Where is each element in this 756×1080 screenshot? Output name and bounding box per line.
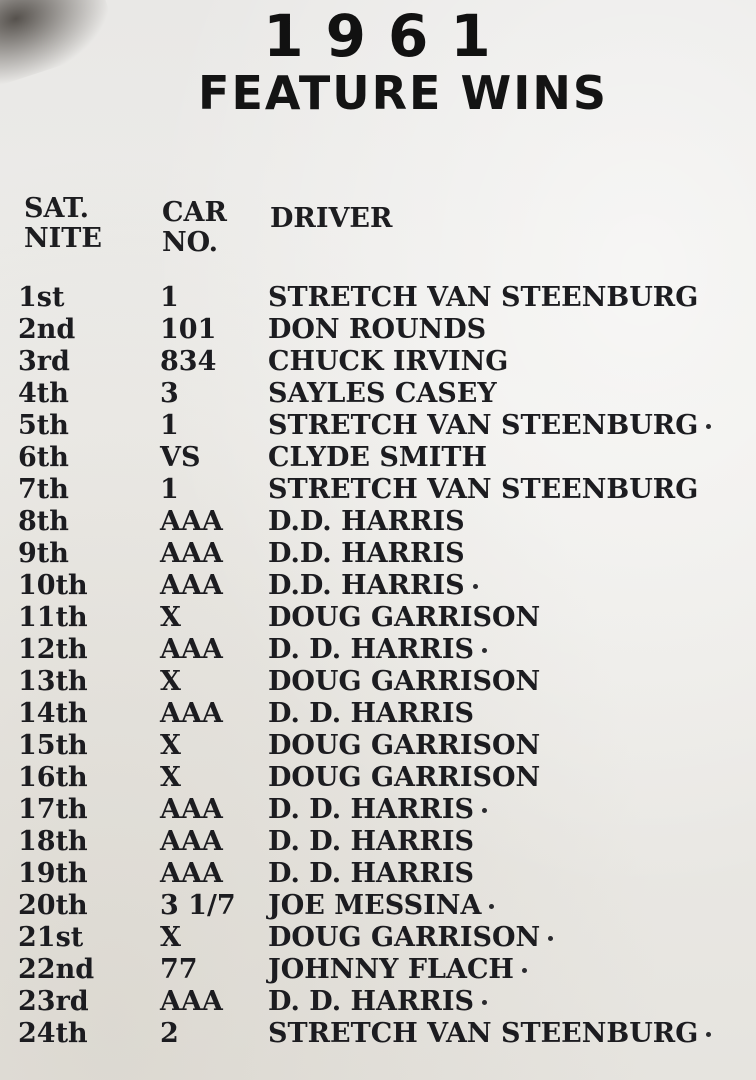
driver-cell	[268, 986, 487, 1018]
driver-cell	[268, 538, 465, 570]
table-row	[0, 474, 756, 506]
sat-nite-cell: 9th	[18, 538, 69, 569]
table-row	[0, 410, 756, 442]
car-number-cell: 101	[160, 314, 217, 345]
driver-cell	[268, 314, 486, 346]
sat-nite-cell: 11th	[18, 602, 88, 633]
car-number-cell: AAA	[160, 538, 223, 569]
driver-name: DOUG GARRISON	[268, 666, 541, 697]
car-number-cell: 3	[160, 378, 179, 409]
table-row	[0, 922, 756, 954]
sat-nite-cell: 21st	[18, 922, 84, 953]
driver-name: SAYLES CASEY	[268, 378, 497, 409]
driver-name: CHUCK IRVING	[268, 346, 509, 377]
car-number-cell: 2	[160, 1018, 179, 1049]
bullet-mark-icon	[706, 1032, 711, 1037]
car-number-cell: 1	[160, 410, 179, 441]
driver-cell	[268, 666, 540, 698]
car-number-cell: X	[160, 762, 181, 793]
driver-cell	[268, 282, 698, 314]
bullet-mark-icon	[482, 808, 487, 813]
table-row	[0, 282, 756, 314]
car-number-cell: X	[160, 602, 181, 633]
table-row	[0, 794, 756, 826]
car-number-cell: AAA	[160, 858, 223, 889]
driver-name: D. D. HARRIS	[268, 698, 474, 729]
driver-cell	[268, 378, 497, 410]
table-row	[0, 314, 756, 346]
column-header-sat-nite: SAT. NITE	[24, 193, 102, 254]
car-number-cell: AAA	[160, 826, 223, 857]
sat-nite-cell: 10th	[18, 570, 88, 601]
driver-name: DOUG GARRISON	[268, 762, 541, 793]
sat-nite-cell: 23rd	[18, 986, 89, 1017]
bullet-mark-icon	[706, 424, 711, 429]
sat-nite-cell: 24th	[18, 1018, 88, 1049]
table-row	[0, 378, 756, 410]
page-title-year: 1961	[263, 2, 513, 70]
car-number-cell: VS	[160, 442, 201, 473]
sat-nite-cell: 17th	[18, 794, 88, 825]
sat-nite-cell: 8th	[18, 506, 69, 537]
table-row	[0, 602, 756, 634]
driver-cell	[268, 474, 698, 506]
car-number-cell: X	[160, 666, 181, 697]
driver-cell	[268, 410, 711, 442]
driver-name: D. D. HARRIS	[268, 826, 474, 857]
driver-name: JOHNNY FLACH	[268, 954, 514, 985]
table-row	[0, 538, 756, 570]
driver-cell	[268, 826, 474, 858]
table-row	[0, 762, 756, 794]
bullet-mark-icon	[548, 936, 553, 941]
driver-name: STRETCH VAN STEENBURG	[268, 282, 699, 313]
sat-nite-cell: 22nd	[18, 954, 95, 985]
car-number-cell: AAA	[160, 634, 223, 665]
table-row	[0, 346, 756, 378]
bullet-mark-icon	[482, 1000, 487, 1005]
driver-name: D. D. HARRIS	[268, 986, 474, 1017]
driver-name: DOUG GARRISON	[268, 730, 541, 761]
car-number-cell: 77	[160, 954, 198, 985]
sat-nite-cell: 20th	[18, 890, 88, 921]
sat-nite-cell: 4th	[18, 378, 69, 409]
driver-name: STRETCH VAN STEENBURG	[268, 410, 699, 441]
driver-name: CLYDE SMITH	[268, 442, 488, 473]
driver-cell	[268, 794, 487, 826]
bullet-mark-icon	[482, 648, 487, 653]
driver-cell	[268, 954, 527, 986]
table-row	[0, 986, 756, 1018]
table-row	[0, 1018, 756, 1050]
car-number-cell: X	[160, 730, 181, 761]
driver-cell	[268, 442, 487, 474]
sat-nite-cell: 5th	[18, 410, 69, 441]
driver-name: D.D. HARRIS	[268, 506, 465, 537]
car-number-cell: AAA	[160, 794, 223, 825]
bullet-mark-icon	[489, 904, 494, 909]
table-row	[0, 634, 756, 666]
driver-cell	[268, 634, 487, 666]
driver-name: DOUG GARRISON	[268, 602, 541, 633]
table-row	[0, 698, 756, 730]
driver-cell	[268, 602, 540, 634]
column-header-car-no: CAR NO.	[162, 197, 227, 258]
driver-cell	[268, 858, 474, 890]
car-number-cell: AAA	[160, 986, 223, 1017]
driver-cell	[268, 346, 508, 378]
driver-name: DOUG GARRISON	[268, 922, 541, 953]
sat-nite-cell: 12th	[18, 634, 88, 665]
feature-wins-table	[0, 282, 756, 1072]
sat-nite-cell: 2nd	[18, 314, 76, 345]
table-row	[0, 954, 756, 986]
table-row	[0, 442, 756, 474]
table-row	[0, 666, 756, 698]
driver-name: STRETCH VAN STEENBURG	[268, 1018, 699, 1049]
column-header-driver: DRIVER	[270, 203, 393, 234]
car-number-cell: AAA	[160, 698, 223, 729]
driver-name: D. D. HARRIS	[268, 634, 474, 665]
driver-cell	[268, 730, 540, 762]
driver-cell	[268, 1018, 711, 1050]
car-number-cell: 1	[160, 474, 179, 505]
car-number-cell: AAA	[160, 570, 223, 601]
sat-nite-cell: 3rd	[18, 346, 70, 377]
car-number-cell: 1	[160, 282, 179, 313]
table-row	[0, 890, 756, 922]
car-number-cell: X	[160, 922, 181, 953]
driver-cell	[268, 698, 474, 730]
page-subtitle: FEATURE WINS	[198, 66, 608, 120]
sat-nite-cell: 19th	[18, 858, 88, 889]
sat-nite-cell: 1st	[18, 282, 65, 313]
table-row	[0, 506, 756, 538]
driver-name: STRETCH VAN STEENBURG	[268, 474, 699, 505]
bullet-mark-icon	[522, 968, 527, 973]
table-row	[0, 826, 756, 858]
sat-nite-cell: 13th	[18, 666, 88, 697]
driver-name: JOE MESSINA	[268, 890, 482, 921]
sat-nite-cell: 6th	[18, 442, 69, 473]
sat-nite-cell: 18th	[18, 826, 88, 857]
driver-cell	[268, 570, 478, 602]
driver-cell	[268, 506, 465, 538]
table-row	[0, 570, 756, 602]
sat-nite-cell: 15th	[18, 730, 88, 761]
sat-nite-cell: 16th	[18, 762, 88, 793]
driver-name: D.D. HARRIS	[268, 538, 465, 569]
driver-cell	[268, 890, 494, 922]
car-number-cell: 3 1/7	[160, 890, 236, 921]
car-number-cell: 834	[160, 346, 217, 377]
bullet-mark-icon	[473, 584, 478, 589]
sat-nite-cell: 14th	[18, 698, 88, 729]
driver-name: D. D. HARRIS	[268, 794, 474, 825]
table-row	[0, 730, 756, 762]
driver-name: D. D. HARRIS	[268, 858, 474, 889]
car-number-cell: AAA	[160, 506, 223, 537]
sat-nite-cell: 7th	[18, 474, 69, 505]
driver-name: DON ROUNDS	[268, 314, 487, 345]
driver-cell	[268, 922, 553, 954]
driver-name: D.D. HARRIS	[268, 570, 465, 601]
driver-cell	[268, 762, 540, 794]
table-row	[0, 858, 756, 890]
